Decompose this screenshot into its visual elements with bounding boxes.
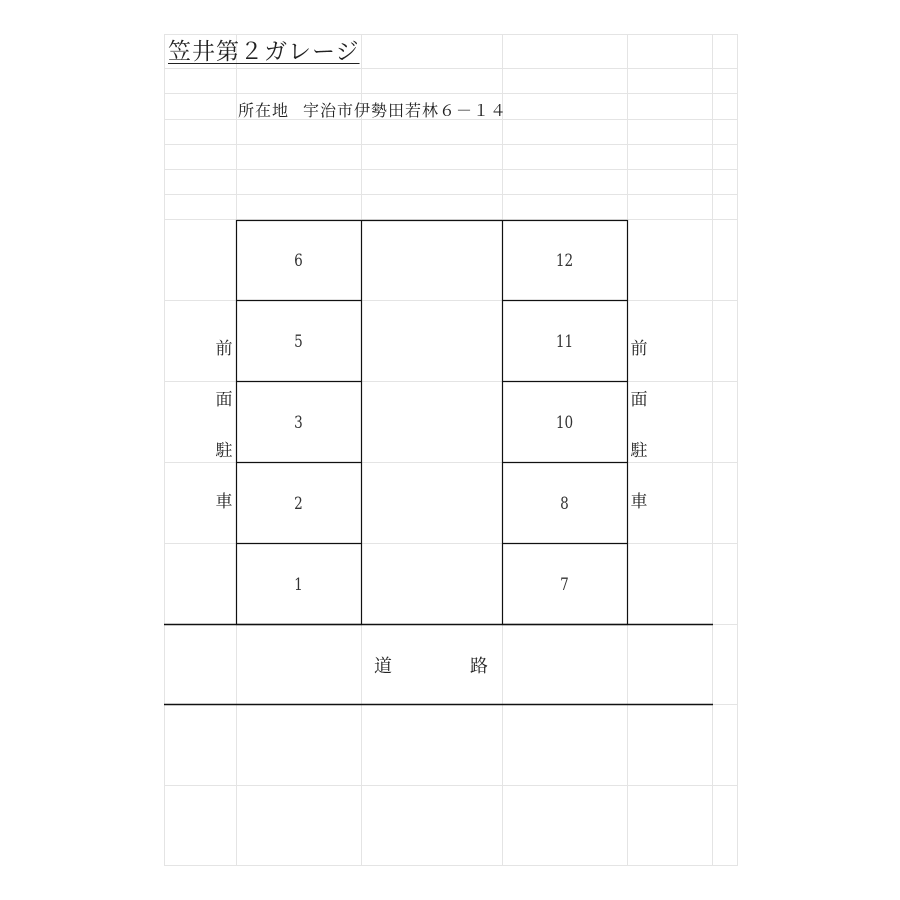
parking-slot-number: 11 xyxy=(555,331,574,352)
left-front-parking-char: 車 xyxy=(215,492,233,512)
parking-slot-number: 3 xyxy=(294,412,303,433)
address-line xyxy=(238,98,507,121)
address-value: 宇治市伊勢田若林６－１４ xyxy=(303,101,508,120)
road-label-char: 路 xyxy=(470,656,488,677)
parking-slot-number: 12 xyxy=(555,251,574,271)
road-label-char: 道 xyxy=(374,656,392,677)
left-front-parking-char: 前 xyxy=(215,339,233,359)
left-front-parking-char: 駐 xyxy=(215,441,233,461)
parking-slot-number: 2 xyxy=(294,493,303,514)
right-front-parking-char: 車 xyxy=(630,492,648,512)
parking-slot-number: 5 xyxy=(294,331,303,352)
parking-slot-number: 1 xyxy=(294,574,303,595)
parking-slot-number: 8 xyxy=(560,493,569,514)
garage-title: 笠井第２ガレージ xyxy=(168,39,360,65)
right-front-parking-char: 前 xyxy=(630,339,648,359)
parking-slot-number: 10 xyxy=(555,412,574,433)
right-front-parking-char: 面 xyxy=(630,390,648,410)
parking-slot-number: 6 xyxy=(294,251,303,271)
parking-slot-number: 7 xyxy=(560,574,569,595)
left-front-parking-char: 面 xyxy=(215,390,233,410)
address-label: 所在地 xyxy=(238,101,290,120)
right-front-parking-char: 駐 xyxy=(630,441,648,461)
